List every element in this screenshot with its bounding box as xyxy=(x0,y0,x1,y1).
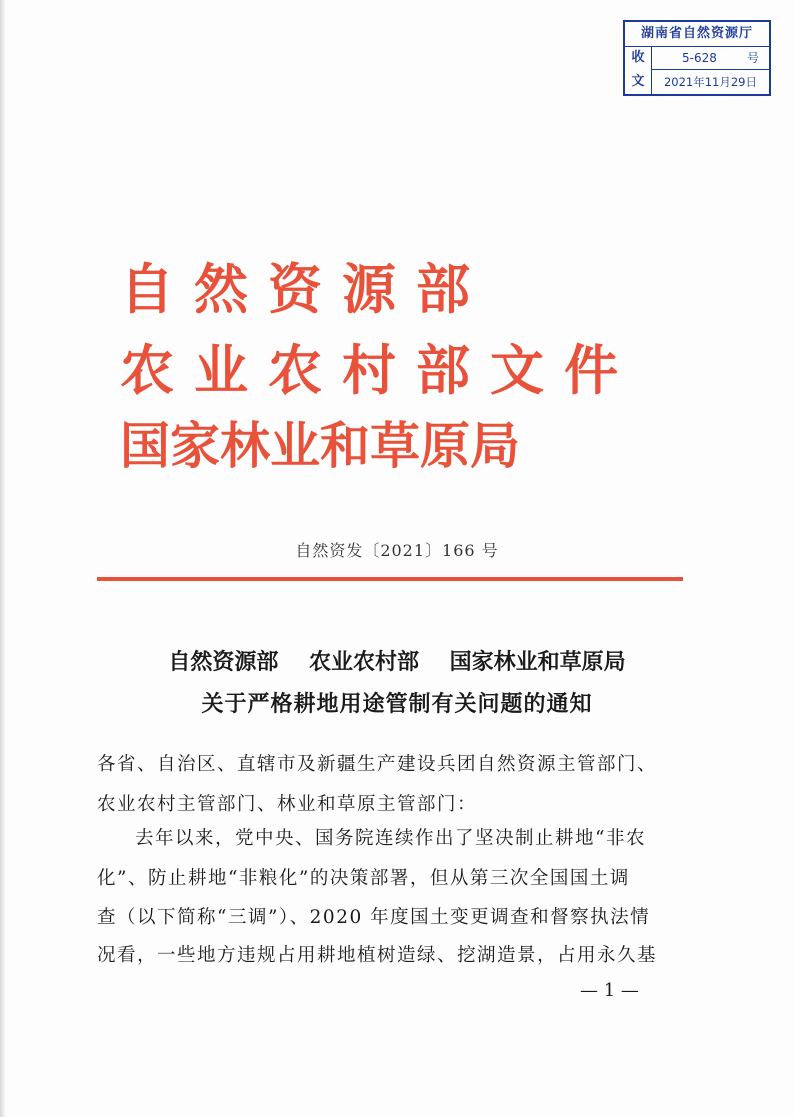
issuer-line-1: 自然资源部 xyxy=(120,257,490,321)
body-line: 查（以下简称“三调”）、2020 年度国土变更调查和督察执法情 xyxy=(97,907,651,928)
body-line: 农业农村主管部门、林业和草原主管部门： xyxy=(97,794,478,815)
title-line-2: 关于严格耕地用途管制有关问题的通知 xyxy=(201,691,593,717)
body-line: 化”、防止耕地“非粮化”的决策部署，但从第三次全国国土调 xyxy=(97,868,630,889)
body-line: 各省、自治区、直辖市及新疆生产建设兵团自然资源主管部门、 xyxy=(97,754,658,775)
title-line-1: 自然资源部 农业农村部 国家林业和草原局 xyxy=(168,649,626,675)
stamp-label-column xyxy=(625,46,652,94)
document-number: 自然资发〔2021〕166 号 xyxy=(295,541,499,560)
stamp-char-wen: 文 xyxy=(631,74,645,89)
issuer-line-3: 国家林业和草原局 xyxy=(120,416,520,475)
issuer-line-2: 农业农村部文件 xyxy=(120,338,638,402)
stamp-title: 湖南省自然资源厅 xyxy=(625,22,769,47)
stamp-hao: 号 xyxy=(746,51,759,65)
red-divider xyxy=(97,577,683,581)
stamp-char-shou: 收 xyxy=(631,50,645,65)
page-number: — 1 — xyxy=(580,980,639,1001)
receipt-stamp xyxy=(623,20,771,96)
stamp-date: 2021年11月29日 xyxy=(663,75,758,89)
stamp-number-row xyxy=(652,46,769,70)
stamp-number: 5-628 xyxy=(682,51,717,65)
body-line: 去年以来，党中央、国务院连续作出了坚决制止耕地“非农 xyxy=(135,828,646,849)
body-line: 况看，一些地方违规占用耕地植树造绿、挖湖造景，占用永久基 xyxy=(97,945,658,966)
